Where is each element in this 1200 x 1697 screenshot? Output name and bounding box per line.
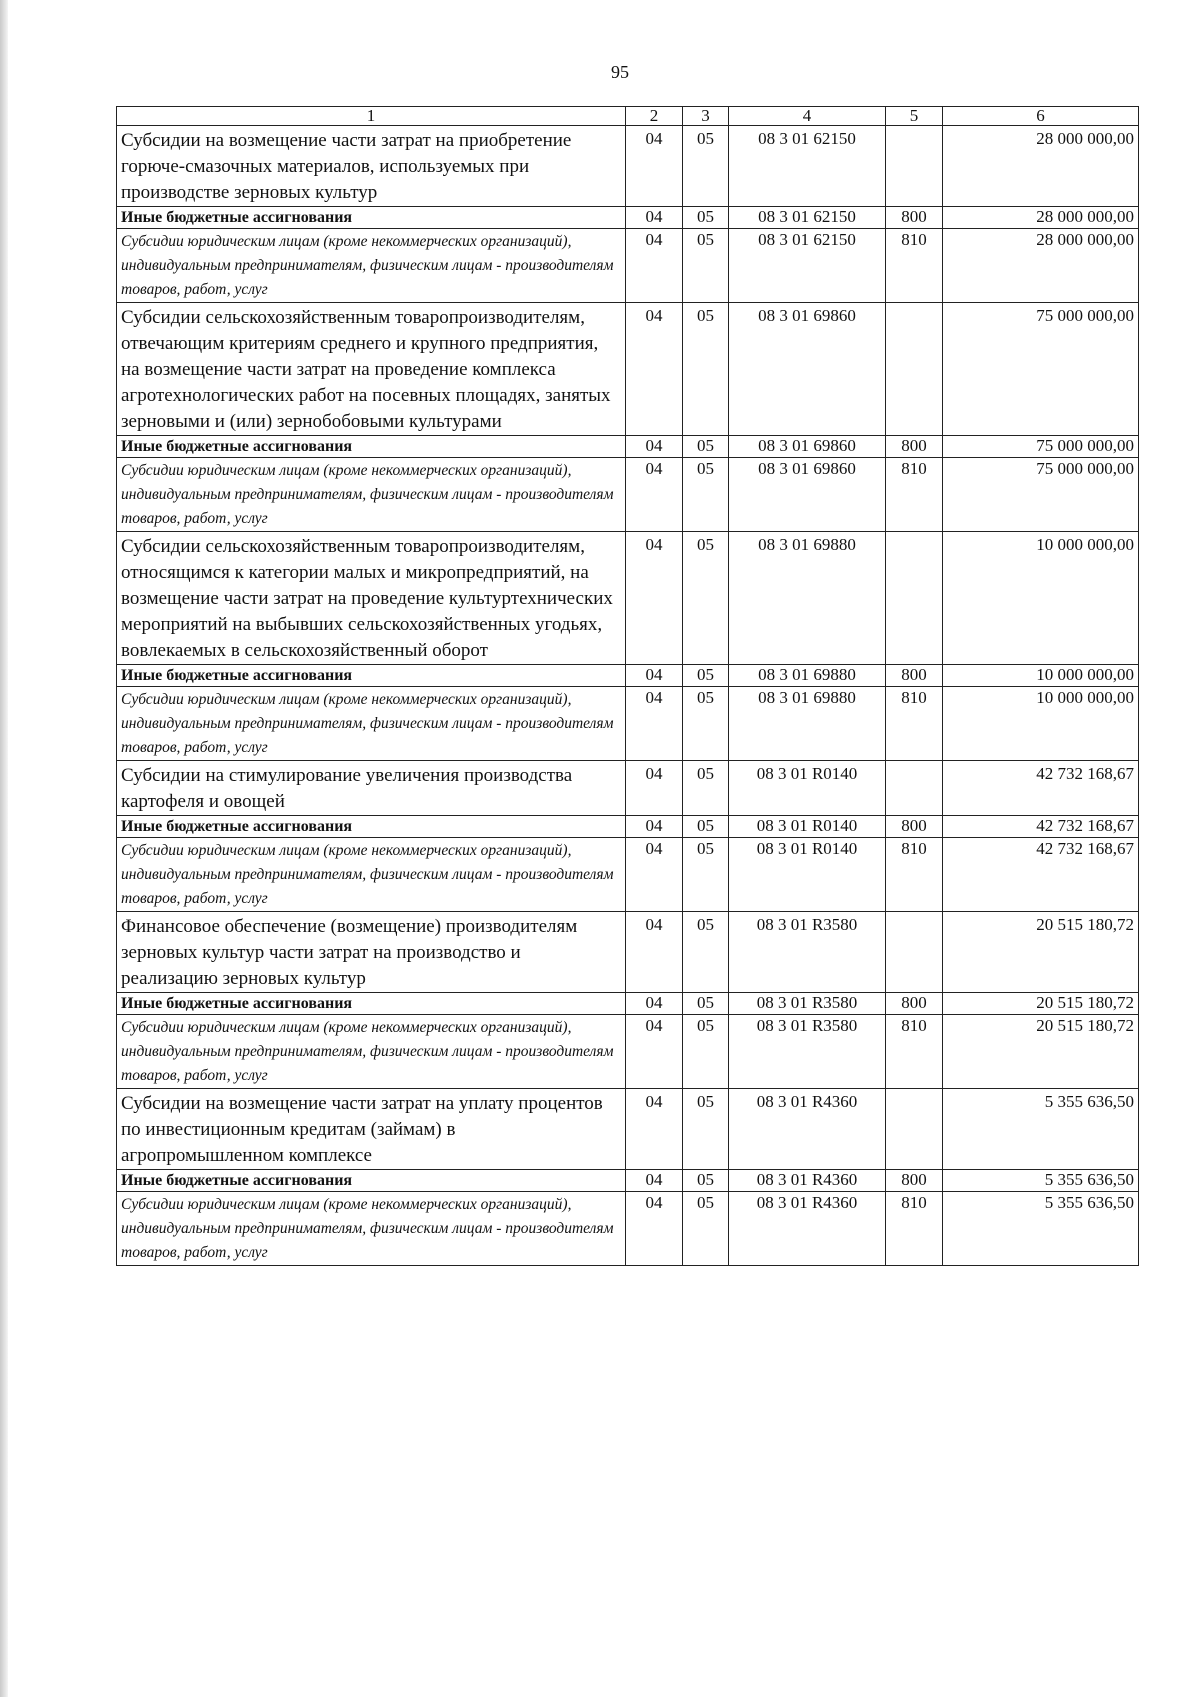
section-cell: 04 [626,458,683,532]
section-cell: 04 [626,126,683,207]
subsection-cell: 05 [683,1015,729,1089]
section-cell: 04 [626,1170,683,1192]
allocation-row [117,993,1139,1015]
column-number: 4 [729,107,886,126]
subsection-cell: 05 [683,993,729,1015]
expense-type-cell [886,532,943,665]
column-number: 1 [117,107,626,126]
budget-table [116,106,1139,1266]
expense-type-cell: 800 [886,207,943,229]
subsection-cell: 05 [683,912,729,993]
expense-type-cell: 800 [886,665,943,687]
target-code-cell: 08 3 01 69880 [729,687,886,761]
target-code-cell: 08 3 01 R4360 [729,1170,886,1192]
amount-cell: 5 355 636,50 [943,1192,1139,1266]
amount-cell: 75 000 000,00 [943,458,1139,532]
expense-type-cell [886,912,943,993]
subsection-cell: 05 [683,1089,729,1170]
recipient-row [117,458,1139,532]
expense-type-cell: 810 [886,1015,943,1089]
amount-cell: 42 732 168,67 [943,816,1139,838]
amount-cell: 5 355 636,50 [943,1170,1139,1192]
subsection-cell: 05 [683,207,729,229]
name-cell: Иные бюджетные ассигнования [117,207,626,229]
section-cell: 04 [626,665,683,687]
subsection-cell: 05 [683,687,729,761]
name-cell: Субсидии юридическим лицам (кроме некоммерческих организаций), индивидуальным предпринимателям, физическим лицам - производителям товаров, работ, услуг [117,838,626,912]
amount-cell: 20 515 180,72 [943,912,1139,993]
amount-cell: 42 732 168,67 [943,761,1139,816]
subsection-cell: 05 [683,838,729,912]
amount-cell: 20 515 180,72 [943,1015,1139,1089]
name-cell: Иные бюджетные ассигнования [117,1170,626,1192]
page-number: 95 [611,62,629,82]
subsidy-row [117,761,1139,816]
amount-cell: 5 355 636,50 [943,1089,1139,1170]
name-cell: Финансовое обеспечение (возмещение) производителям зерновых культур части затрат на производство и реализацию зерновых культур [117,912,626,993]
amount-cell: 28 000 000,00 [943,229,1139,303]
target-code-cell: 08 3 01 R3580 [729,1015,886,1089]
name-cell: Иные бюджетные ассигнования [117,436,626,458]
target-code-cell: 08 3 01 69880 [729,665,886,687]
name-cell: Субсидии на стимулирование увеличения производства картофеля и овощей [117,761,626,816]
amount-cell: 20 515 180,72 [943,993,1139,1015]
amount-cell: 28 000 000,00 [943,126,1139,207]
section-cell: 04 [626,816,683,838]
subsidy-row [117,303,1139,436]
expense-type-cell: 810 [886,229,943,303]
recipient-row [117,838,1139,912]
expense-type-cell: 810 [886,838,943,912]
recipient-row [117,1192,1139,1266]
amount-cell: 75 000 000,00 [943,303,1139,436]
expense-type-cell: 800 [886,816,943,838]
column-number: 3 [683,107,729,126]
scan-edge [0,0,8,1697]
name-cell: Иные бюджетные ассигнования [117,816,626,838]
target-code-cell: 08 3 01 R0140 [729,761,886,816]
name-cell: Субсидии юридическим лицам (кроме некоммерческих организаций), индивидуальным предпринимателям, физическим лицам - производителям товаров, работ, услуг [117,458,626,532]
target-code-cell: 08 3 01 R0140 [729,838,886,912]
section-cell: 04 [626,838,683,912]
target-code-cell: 08 3 01 R4360 [729,1089,886,1170]
recipient-row [117,1015,1139,1089]
expense-type-cell: 800 [886,993,943,1015]
target-code-cell: 08 3 01 69880 [729,532,886,665]
column-number-row [117,107,1139,126]
section-cell: 04 [626,1015,683,1089]
name-cell: Субсидии юридическим лицам (кроме некоммерческих организаций), индивидуальным предпринимателям, физическим лицам - производителям товаров, работ, услуг [117,687,626,761]
target-code-cell: 08 3 01 R3580 [729,912,886,993]
subsection-cell: 05 [683,665,729,687]
section-cell: 04 [626,436,683,458]
subsidy-row [117,912,1139,993]
amount-cell: 42 732 168,67 [943,838,1139,912]
name-cell: Иные бюджетные ассигнования [117,993,626,1015]
expense-type-cell: 800 [886,1170,943,1192]
target-code-cell: 08 3 01 R3580 [729,993,886,1015]
expense-type-cell [886,1089,943,1170]
recipient-row [117,687,1139,761]
name-cell: Субсидии сельскохозяйственным товаропроизводителям, отвечающим критериям среднего и крупного предприятия, на возмещение части затрат на проведение комплекса агротехнологических работ на посевных площадях, занятых зерновыми и (или) зернобобовыми культурами [117,303,626,436]
subsection-cell: 05 [683,303,729,436]
allocation-row [117,436,1139,458]
allocation-row [117,1170,1139,1192]
amount-cell: 28 000 000,00 [943,207,1139,229]
subsection-cell: 05 [683,816,729,838]
section-cell: 04 [626,1192,683,1266]
expense-type-cell [886,126,943,207]
name-cell: Субсидии на возмещение части затрат на приобретение горюче-смазочных материалов, используемых при производстве зерновых культур [117,126,626,207]
budget-table-body [117,107,1139,1266]
expense-type-cell: 800 [886,436,943,458]
subsection-cell: 05 [683,761,729,816]
recipient-row [117,229,1139,303]
amount-cell: 75 000 000,00 [943,436,1139,458]
expense-type-cell: 810 [886,687,943,761]
section-cell: 04 [626,912,683,993]
allocation-row [117,816,1139,838]
amount-cell: 10 000 000,00 [943,665,1139,687]
subsection-cell: 05 [683,126,729,207]
name-cell: Субсидии на возмещение части затрат на уплату процентов по инвестиционным кредитам (займам) в агропромышленном комплексе [117,1089,626,1170]
target-code-cell: 08 3 01 69860 [729,436,886,458]
subsection-cell: 05 [683,1192,729,1266]
expense-type-cell [886,761,943,816]
subsection-cell: 05 [683,1170,729,1192]
column-number: 2 [626,107,683,126]
target-code-cell: 08 3 01 R4360 [729,1192,886,1266]
subsidy-row [117,1089,1139,1170]
section-cell: 04 [626,993,683,1015]
target-code-cell: 08 3 01 R0140 [729,816,886,838]
section-cell: 04 [626,303,683,436]
name-cell: Субсидии юридическим лицам (кроме некоммерческих организаций), индивидуальным предпринимателям, физическим лицам - производителям товаров, работ, услуг [117,1015,626,1089]
name-cell: Иные бюджетные ассигнования [117,665,626,687]
name-cell: Субсидии юридическим лицам (кроме некоммерческих организаций), индивидуальным предпринимателям, физическим лицам - производителям товаров, работ, услуг [117,229,626,303]
column-number: 5 [886,107,943,126]
section-cell: 04 [626,207,683,229]
subsection-cell: 05 [683,436,729,458]
target-code-cell: 08 3 01 62150 [729,126,886,207]
subsidy-row [117,532,1139,665]
expense-type-cell [886,303,943,436]
section-cell: 04 [626,229,683,303]
allocation-row [117,665,1139,687]
target-code-cell: 08 3 01 62150 [729,207,886,229]
section-cell: 04 [626,687,683,761]
name-cell: Субсидии юридическим лицам (кроме некоммерческих организаций), индивидуальным предпринимателям, физическим лицам - производителям товаров, работ, услуг [117,1192,626,1266]
target-code-cell: 08 3 01 62150 [729,229,886,303]
column-number: 6 [943,107,1139,126]
expense-type-cell: 810 [886,458,943,532]
expense-type-cell: 810 [886,1192,943,1266]
section-cell: 04 [626,761,683,816]
subsection-cell: 05 [683,458,729,532]
subsection-cell: 05 [683,229,729,303]
subsection-cell: 05 [683,532,729,665]
section-cell: 04 [626,1089,683,1170]
amount-cell: 10 000 000,00 [943,532,1139,665]
section-cell: 04 [626,532,683,665]
target-code-cell: 08 3 01 69860 [729,458,886,532]
subsidy-row [117,126,1139,207]
target-code-cell: 08 3 01 69860 [729,303,886,436]
allocation-row [117,207,1139,229]
name-cell: Субсидии сельскохозяйственным товаропроизводителям, относящимся к категории малых и микропредприятий, на возмещение части затрат на проведение культуртехнических мероприятий на выбывших сельскохозяйственных угодьях, вовлекаемых в сельскохозяйственный оборот [117,532,626,665]
amount-cell: 10 000 000,00 [943,687,1139,761]
